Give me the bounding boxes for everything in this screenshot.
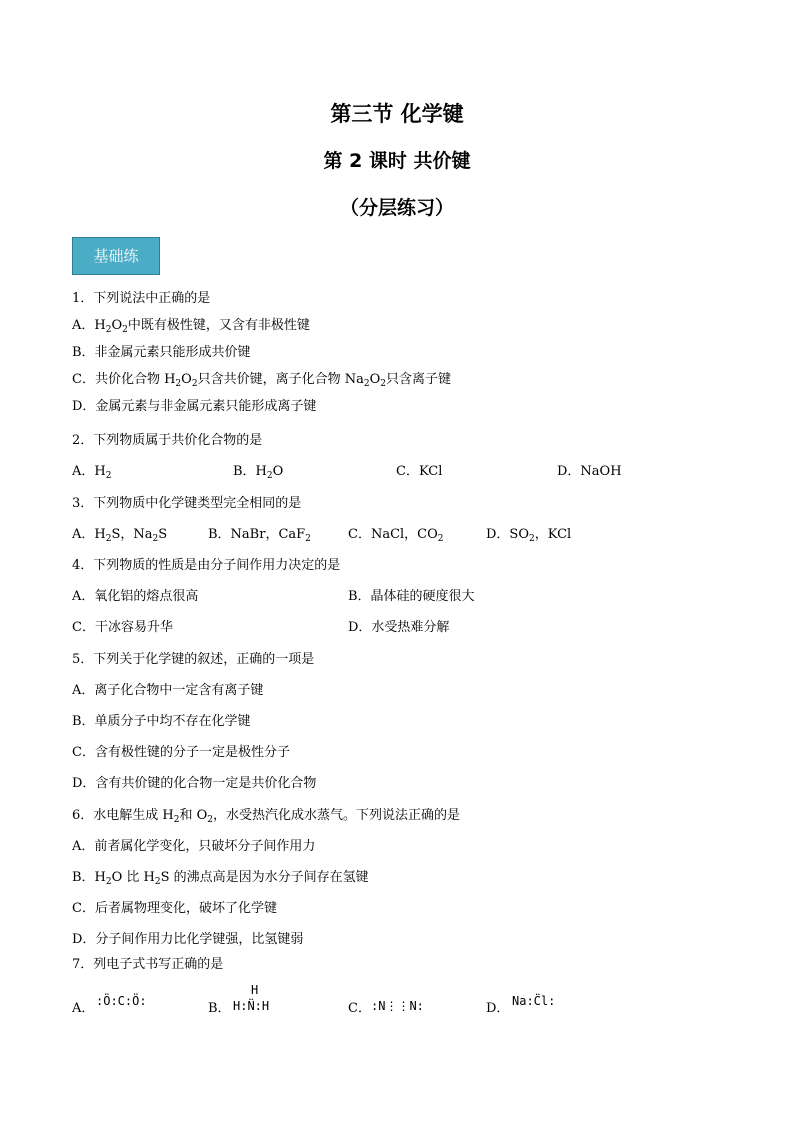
electron-formula-nacl: Na:C̈l: [512,994,556,1008]
question-4-option-c[interactable]: C．干冰容易升华 [72,620,173,635]
question-7-option-c[interactable] [348,1000,371,1018]
question-2-option-a[interactable] [72,463,111,481]
formula-text: O [181,372,192,387]
basic-practice-badge: 基础练 [72,237,160,275]
option-text: B．H [233,464,267,479]
subscript: 2 [207,815,214,825]
option-text: 只含离子键 [385,372,451,387]
formula-text: H [94,318,106,333]
stem-text: ，水受热汽化成水蒸气。下列说法正确的是 [213,808,461,823]
formula-text: O [272,464,284,479]
subscript: 2 [191,379,198,389]
option-label: A． [72,318,95,333]
question-3-option-c[interactable] [348,526,444,544]
option-label: D． [486,1001,510,1016]
question-1-option-d[interactable]: D．金属元素与非金属元素只能形成离子键 [72,399,317,414]
subscript: 2 [105,877,112,887]
option-text: A．H [72,527,106,542]
formula-text: S [158,527,168,542]
electron-formula-nh3-top: H [251,983,259,997]
question-6-stem [72,807,460,825]
question-5-option-a[interactable]: A．离子化合物中一定含有离子键 [72,683,264,698]
question-4-option-d[interactable]: D．水受热难分解 [348,620,450,635]
subscript: 2 [173,815,180,825]
option-label: C． [348,1001,371,1016]
question-7-option-a[interactable] [72,1000,94,1018]
lesson-subtitle: 第 2 课时 共价键 [323,150,471,172]
question-5-option-b[interactable]: B．单质分子中均不存在化学键 [72,714,251,729]
question-1-stem: 1．下列说法中正确的是 [72,291,211,306]
subscript: 2 [175,379,182,389]
electron-formula-nh3: H:N̈:H [233,999,270,1013]
subscript: 2 [122,325,128,335]
option-text: C．NaCl，CO [348,527,438,542]
question-4-option-a[interactable]: A．氧化铝的熔点很高 [72,589,199,604]
subscript: 2 [105,471,112,481]
question-4-option-b[interactable]: B．晶体硅的硬度很大 [348,589,475,604]
option-text: B．NaBr，CaF [208,527,306,542]
question-2-option-c[interactable]: C．KCl [396,464,443,479]
section-label: （分层练习） [339,197,454,219]
electron-formula-co2: :Ö:C:Ö: [96,994,147,1008]
subscript: 2 [380,379,386,389]
subscript: 2 [152,534,159,544]
subscript: 2 [437,534,444,544]
question-1-option-c[interactable] [72,371,451,389]
question-5-option-d[interactable]: D．含有共价键的化合物一定是共价化合物 [72,776,317,791]
question-2-option-d[interactable]: D．NaOH [557,464,622,479]
option-text: S 的沸点高是因为水分子间存在氢键 [160,870,369,885]
question-7-option-b[interactable] [208,1000,231,1018]
question-6-option-b[interactable] [72,869,369,887]
question-3-option-a[interactable] [72,526,167,544]
option-text: 中既有极性键，又含有非极性键 [127,318,310,333]
formula-text: O [111,318,123,333]
electron-formula-n2: :N⋮⋮N: [371,999,424,1013]
question-1-option-a[interactable] [72,317,310,335]
formula-text: ，KCl [534,527,572,542]
question-1-option-b[interactable]: B．非金属元素只能形成共价键 [72,345,251,360]
subscript: 2 [154,877,161,887]
stem-text: 6．水电解生成 H [72,808,174,823]
question-2-stem: 2．下列物质属于共价化合物的是 [72,433,263,448]
option-text: C．共价化合物 H [72,372,176,387]
subscript: 2 [266,471,273,481]
page-title: 第三节 化学键 [330,102,464,126]
formula-text: O [369,372,381,387]
option-text: D．SO [486,527,529,542]
option-text: 只含共价键，离子化合物 Na [197,372,364,387]
subscript: 2 [529,534,535,544]
question-4-stem: 4．下列物质的性质是由分子间作用力决定的是 [72,558,341,573]
stem-text: 和 O [179,808,208,823]
option-label: B． [208,1001,231,1016]
question-6-option-c[interactable]: C．后者属物理变化，破坏了化学键 [72,901,277,916]
question-2-option-b[interactable] [233,463,283,481]
question-3-option-b[interactable] [208,526,311,544]
subscript: 2 [363,379,370,389]
question-5-option-c[interactable]: C．含有极性键的分子一定是极性分子 [72,745,290,760]
question-7-stem: 7．列电子式书写正确的是 [72,957,224,972]
option-text: B．H [72,870,106,885]
question-6-option-a[interactable]: A．前者属化学变化，只破坏分子间作用力 [72,839,316,854]
subscript: 2 [105,534,112,544]
option-text: O 比 H [111,870,155,885]
subscript: 2 [305,534,311,544]
option-label: A． [72,1001,95,1016]
question-7-option-d[interactable] [486,1000,509,1018]
question-6-option-d[interactable]: D．分子间作用力比化学键强，比氢键弱 [72,932,304,947]
question-3-option-d[interactable] [486,526,571,544]
formula-text: S，Na [111,527,153,542]
question-5-stem: 5．下列关于化学键的叙述，正确的一项是 [72,652,315,667]
question-3-stem: 3．下列物质中化学键类型完全相同的是 [72,496,302,511]
option-text: A．H [72,464,106,479]
subscript: 2 [105,325,112,335]
